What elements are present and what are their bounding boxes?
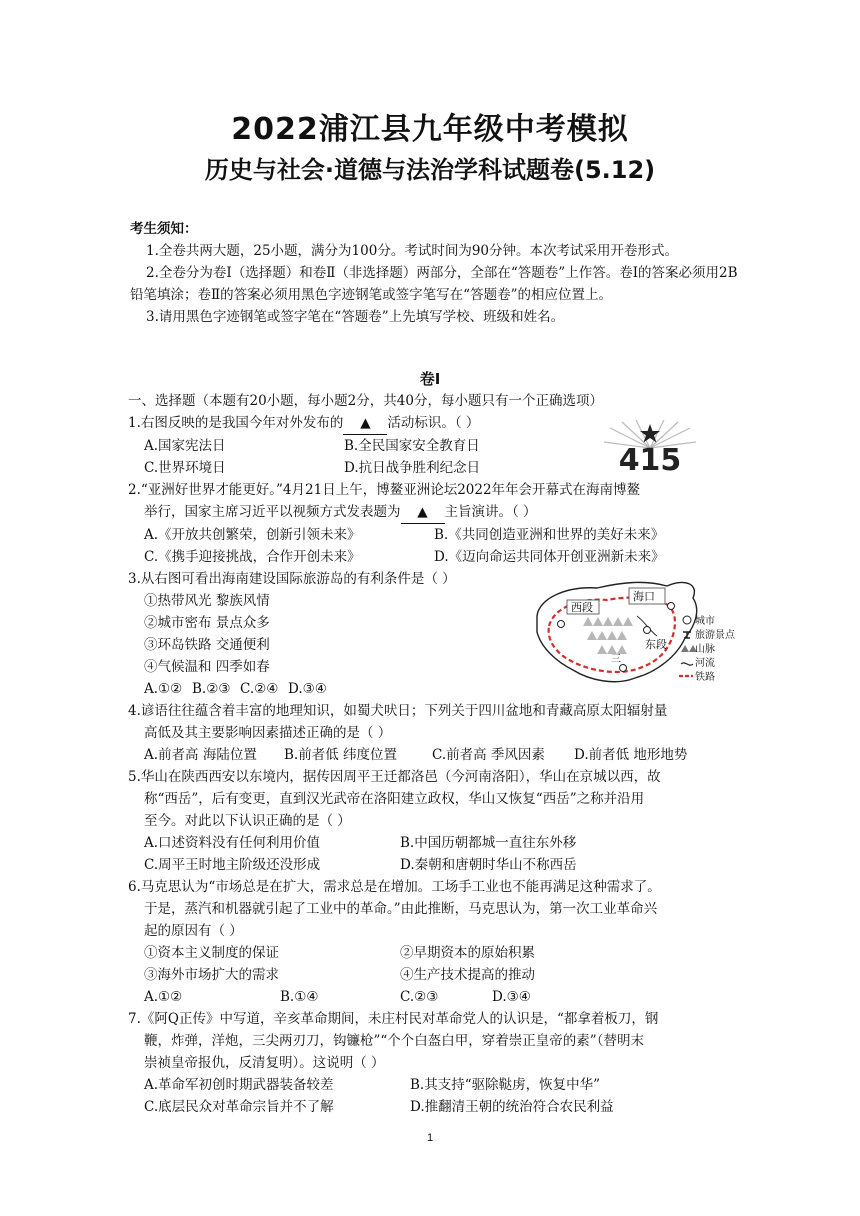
- national-security-day-logo: [602, 420, 698, 472]
- option: D.推翻清王朝的统治符合农民利益: [410, 1099, 614, 1115]
- option: D.前者低 地形地势: [574, 747, 688, 763]
- question-4-options-row: [128, 744, 748, 766]
- option: B.全民国家安全教育日: [344, 438, 480, 454]
- option: A.前者高 海陆位置: [144, 747, 257, 763]
- question-6-stem-cont: 起的原因有（ ）: [144, 923, 243, 939]
- notice-item: 2.全卷分为卷Ⅰ（选择题）和卷Ⅱ（非选择题）两部分，全部在“答题卷”上作答。卷Ⅰ的答案必须用2B铅笔填涂；卷Ⅱ的答案必须用黑色字迹钢笔或签字笔写在“答题卷”的相应位置上。: [130, 265, 738, 303]
- question-1-stem: 1.右图反映的是我国今年对外发布的 ▲ 活动标识。（ ）: [128, 412, 748, 435]
- question-5-options-row: [128, 832, 748, 854]
- option: B.中国历朝都城一直往东外移: [400, 835, 577, 851]
- option: D.秦朝和唐朝时华山不称西岳: [400, 857, 577, 873]
- question-list: [128, 390, 748, 1118]
- question-6-items-row: [128, 942, 748, 964]
- option: C.周平王时地主阶级还没形成: [144, 857, 321, 873]
- question-6-stem: 6.马克思认为“市场总是在扩大，需求总是在增加。工场手工业也不能再满足这种需求了。: [128, 879, 661, 895]
- river-legend-icon: [681, 663, 693, 665]
- map-label-east: 东段: [645, 638, 667, 651]
- option: C.前者高 季风因素: [432, 747, 545, 763]
- question-7-stem: 7.《阿Q正传》中写道，辛亥革命期间，未庄村民对革命党人的认识是，“都拿着板刀，钢: [128, 1011, 659, 1027]
- page-number: 1: [426, 1132, 434, 1144]
- option: C.底层民众对革命宗旨并不了解: [144, 1099, 334, 1115]
- option: D.《迈向命运共同体开创亚洲新未来》: [434, 549, 665, 565]
- page-title: 2022浦江县九年级中考模拟: [231, 112, 629, 147]
- option: B.②③: [192, 681, 231, 697]
- option: C.世界环境日: [144, 460, 226, 476]
- mountain-icon: [583, 617, 633, 654]
- question-5-stem-cont: 至今。对此以下认识正确的是（ ）: [144, 813, 351, 829]
- option: B.《共同创造亚洲和世界的美好未来》: [434, 527, 665, 543]
- question-6-item: ④生产技术提高的推动: [400, 967, 535, 983]
- question-5-stem-cont: 称“西岳”，后有变更，直到汉光武帝在洛阳建立政权，华山又恢复“西岳”之称并沿用: [144, 791, 645, 807]
- city-marker: [558, 621, 565, 628]
- question-3-item: ③环岛铁路 交通便利: [144, 637, 270, 653]
- svg-text:铁路: 铁路: [695, 672, 715, 683]
- question-7-stem-cont: 崇祯皇帝报仇，反清复明）。这说明（ ）: [144, 1055, 385, 1071]
- city-marker: [668, 603, 675, 610]
- option: A.革命军初创时期武器装备较差: [144, 1077, 334, 1093]
- question-6-options-row: [128, 986, 748, 1008]
- svg-text:城市: 城市: [695, 616, 715, 627]
- question-5-stem: 5.华山在陕西西安以东境内，据传因周平王迁都洛邑（今河南洛阳），华山在京城以西，故: [128, 769, 661, 785]
- scenic-spot-icon: [683, 632, 691, 638]
- answer-blank: ▲: [401, 501, 445, 524]
- option: C.②④: [240, 681, 279, 697]
- island-outline: [537, 582, 697, 681]
- option: A.①②: [144, 989, 183, 1005]
- logo-text: 415: [618, 443, 682, 472]
- question-6-item: ①资本主义制度的保证: [144, 945, 279, 961]
- city-marker: [644, 627, 651, 634]
- option: A.口述资料没有任何利用价值: [144, 835, 321, 851]
- map-legend: [679, 614, 736, 683]
- map-label-san: 三: [611, 654, 621, 665]
- option: C.《携手迎接挑战，合作开创未来》: [144, 549, 361, 565]
- question-6-stem-cont: 于是，蒸汽和机器就引起了工业中的革命。”由此推断，马克思认为，第一次工业革命兴: [144, 901, 658, 917]
- question-3-item: ④气候温和 四季如春: [144, 659, 270, 675]
- exam-notice: [130, 218, 740, 328]
- notice-item: 3.请用黑色字迹钢笔或签字笔在“答题卷”上先填写学校、班级和姓名。: [146, 309, 565, 325]
- option: A.《开放共创繁荣，创新引领未来》: [144, 527, 361, 543]
- question-4-stem-cont: 高低及其主要影响因素描述正确的是（ ）: [144, 725, 392, 741]
- city-marker: [620, 665, 627, 672]
- option: B.其支持“驱除鞑虏，恢复中华”: [410, 1077, 601, 1093]
- option: B.前者低 纬度位置: [284, 747, 398, 763]
- question-2-stem: 2.“亚洲好世界才能更好。”4月21日上午，博鳌亚洲论坛2022年年会开幕式在海南博鳌: [128, 482, 641, 498]
- section-instruction: 一、选择题（本题有20小题，每小题2分，共40分，每小题只有一个正确选项）: [128, 393, 603, 409]
- option: A.①②: [144, 681, 183, 697]
- question-2-options-row: [128, 546, 748, 568]
- option: A.国家宪法日: [144, 438, 226, 454]
- option: D.抗日战争胜利纪念日: [344, 460, 481, 476]
- question-3-item: ①热带风光 黎族风情: [144, 593, 270, 609]
- question-6-item: ③海外市场扩大的需求: [144, 967, 279, 983]
- star-icon: [640, 424, 660, 443]
- svg-text:旅游景点: 旅游景点: [695, 630, 735, 641]
- option: C.②③: [400, 989, 439, 1005]
- map-label-west: 西段: [571, 601, 593, 614]
- map-label-haikou: 海口: [633, 590, 655, 603]
- hainan-map: [527, 576, 737, 688]
- question-6-item: ②早期资本的原始积累: [400, 945, 535, 961]
- svg-text:河流: 河流: [695, 658, 715, 669]
- option: D.③④: [492, 989, 531, 1005]
- question-3-item: ②城市密布 景点众多: [144, 615, 270, 631]
- question-7-stem-cont: 鞭，炸弹，洋炮，三尖两刃刀，钩镰枪”“个个白盔白甲，穿着崇正皇帝的素”（替明末: [144, 1033, 644, 1049]
- svg-text:山脉: 山脉: [695, 644, 715, 655]
- notice-item: 1.全卷共两大题，25小题，满分为100分。考试时间为90分钟。本次考试采用开卷形式。: [146, 243, 679, 259]
- option: D.③④: [288, 681, 327, 697]
- page-subtitle: 历史与社会·道德与法治学科试题卷(5.12): [204, 156, 656, 184]
- question-2-stem-cont: 举行，国家主席习近平以视频方式发表题为 ▲ 主旨演讲。（ ）: [128, 501, 748, 524]
- answer-blank: ▲: [343, 412, 387, 435]
- question-7-options-row: [128, 1096, 748, 1118]
- question-2-options-row: [128, 524, 748, 546]
- option: B.①④: [280, 989, 319, 1005]
- notice-heading: 考生须知：: [130, 221, 198, 237]
- question-3-stem: 3.从右图可看出海南建设国际旅游岛的有利条件是（ ）: [128, 571, 456, 587]
- question-4-stem: 4.谚语往往蕴含着丰富的地理知识，如蜀犬吠日；下列关于四川盆地和青藏高原太阳辐射量: [128, 703, 668, 719]
- question-6-items-row: [128, 964, 748, 986]
- question-7-options-row: [128, 1074, 748, 1096]
- section-title: 卷Ⅰ: [419, 370, 441, 388]
- question-5-options-row: [128, 854, 748, 876]
